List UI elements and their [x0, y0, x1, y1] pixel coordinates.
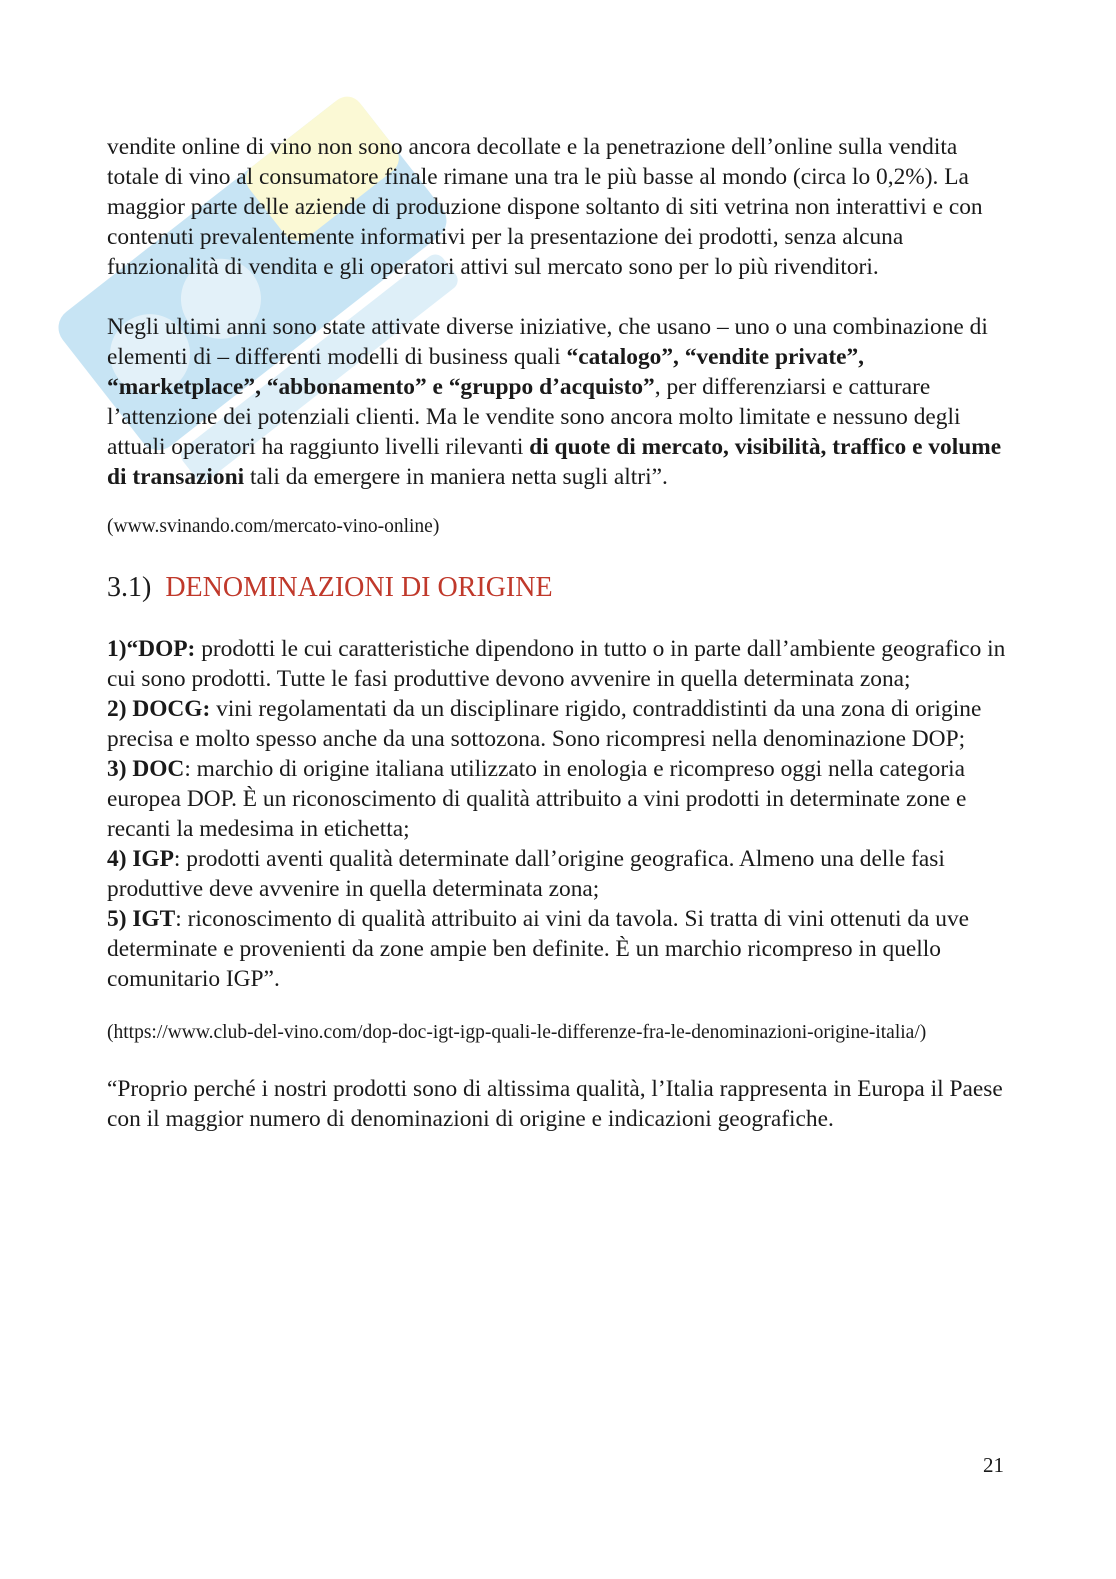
paragraph-online-sales: vendite online di vino non sono ancora decollate e la penetrazione dell’online sulla vendita totale di vino al consumatore finale rimane una tra le più basse al mondo (circa lo 0,2%). La maggior parte delle aziende di produzione dispone soltanto di siti vetrina non interattivi e con contenuti prevalentemente informativi per la presentazione dei prodotti, senza alcuna funzionalità di vendita e gli operatori attivi sul mercato sono per lo più rivenditori.: [107, 134, 983, 280]
source-citation-club-del-vino: (https://www.club-del-vino.com/dop-doc-igt-igp-quali-le-differenze-fra-le-denominazioni-origine-italia/): [107, 1022, 927, 1043]
denomination-text: : riconoscimento di qualità attribuito ai vini da tavola. Si tratta di vini ottenuti da uve determinate e provenienti da zone ampie ben definite. È un marchio ricompreso in quello comunitario IGP”.: [107, 906, 970, 992]
denomination-text: vini regolamentati da un disciplinare rigido, contraddistinti da una zona di origine precisa e molto spesso anche da una sottozona. Sono ricompresi nella denominazione DOP;: [107, 696, 982, 752]
section-number: 3.1): [107, 572, 152, 603]
page-number: 21: [983, 1453, 1004, 1477]
paragraph-text: , per differenziarsi e catturare l’attenzione dei potenziali clienti. Ma le vendite sono ancora molto limitate e nessuno degli attuali operatori ha raggiunto livelli rilevanti: [107, 374, 961, 460]
paragraph-business-models: [107, 312, 1007, 492]
paragraph-text: Negli ultimi anni sono state attivate diverse iniziative, che usano – uno o una combinazione di elementi di – differenti modelli di business quali: [107, 314, 988, 370]
denomination-label: 4) IGP: [107, 846, 174, 872]
source-citation-svinando: (www.svinando.com/mercato-vino-online): [107, 516, 440, 537]
denomination-text: : prodotti aventi qualità determinate dall’origine geografica. Almeno una delle fasi produttive deve avvenire in quella determinata zona;: [107, 846, 945, 902]
denomination-label: 3) DOC: [107, 756, 185, 782]
section-heading: [107, 570, 1007, 606]
paragraph-text: tali da emergere in maniera netta sugli altri”.: [244, 464, 668, 490]
list-item: [107, 694, 1007, 754]
denomination-text: : marchio di origine italiana utilizzato in enologia e ricompreso oggi nella categoria europea DOP. È un riconoscimento di qualità attribuito a vini prodotti in determinate zone e recanti la medesima in etichetta;: [107, 756, 967, 842]
list-item: [107, 844, 1007, 904]
list-item: [107, 754, 1007, 844]
market-metrics-emphasis: di quote di mercato, visibilità, traffico e volume di transazioni: [107, 434, 1002, 490]
page-content: [107, 132, 1007, 1134]
denomination-label: 1)“DOP:: [107, 636, 196, 662]
section-title: DENOMINAZIONI DI ORIGINE: [165, 572, 553, 603]
denominations-list: [107, 634, 1007, 994]
denomination-text: prodotti le cui caratteristiche dipendono in tutto o in parte dall’ambiente geografico in cui sono prodotti. Tutte le fasi produttive devono avvenire in quella determinata zona;: [107, 636, 1006, 692]
list-item: [107, 904, 1007, 994]
denomination-label: 2) DOCG:: [107, 696, 211, 722]
list-item: [107, 634, 1007, 694]
denomination-label: 5) IGT: [107, 906, 176, 932]
business-models-emphasis: “catalogo”, “vendite private”, “marketplace”, “abbonamento” e “gruppo d’acquisto”: [107, 344, 865, 400]
paragraph-italy-denominations: “Proprio perché i nostri prodotti sono di altissima qualità, l’Italia rappresenta in Europa il Paese con il maggior numero di denominazioni di origine e indicazioni geografiche.: [107, 1076, 1003, 1132]
